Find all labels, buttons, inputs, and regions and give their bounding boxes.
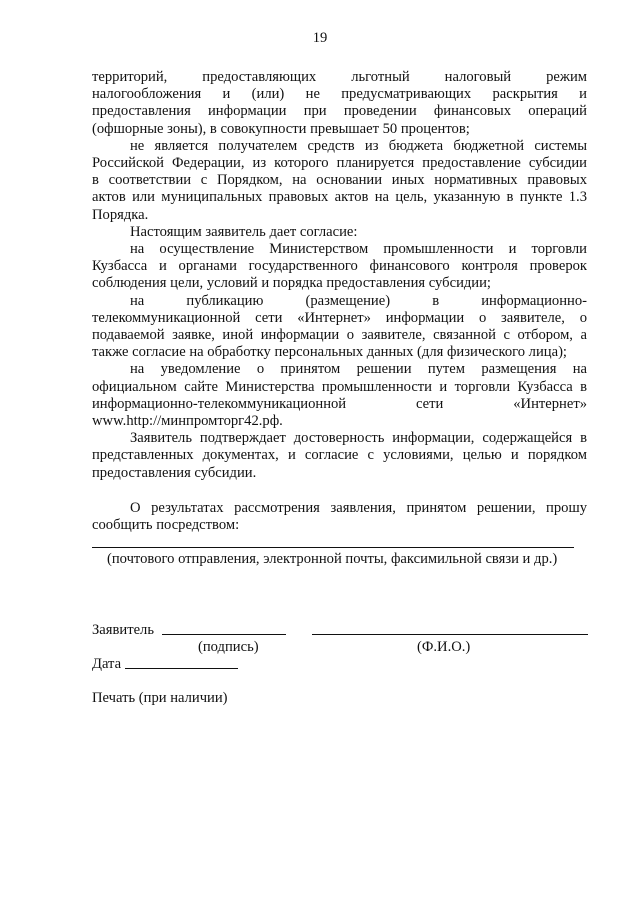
text-line: на осуществление Министерством промышленности и торговли [130, 241, 587, 258]
text-line: также согласие на обработку персональных данных (для физического лица); [92, 344, 567, 361]
contact-method-caption: (почтового отправления, электронной почты, факсимильной связи и др.) [107, 551, 558, 567]
text-line: актов или муниципальных правовых актов на цель, указанную в пункте 1.3 [92, 189, 587, 206]
text-line: в соответствии с Порядком, на основании иных нормативных правовых [92, 172, 587, 189]
text-line: Настоящим заявитель дает согласие: [130, 223, 358, 240]
page-number: 19 [312, 30, 328, 46]
text-line: не является получателем средств из бюджета бюджетной системы [130, 137, 587, 154]
text-line: подаваемой заявке, иной информации о заявителе, связанной с отбором, а [92, 327, 587, 344]
text-line: О результатах рассмотрения заявления, принятом решении, прошу [130, 499, 587, 516]
text-line: на публикацию (размещение) в информационно- [130, 292, 587, 309]
text-line: соблюдения цели, условий и порядка предоставления субсидии; [92, 275, 491, 292]
text-line: Кузбасса и органами государственного финансового контроля проверок [92, 258, 587, 275]
text-line: телекоммуникационной сети «Интернет» информации о заявителе, о [92, 309, 587, 326]
seal-label: Печать (при наличии) [92, 690, 228, 706]
text-line: предоставления информации при проведении финансовых операций [92, 103, 587, 120]
text-line: предоставления субсидии. [92, 464, 257, 481]
document-body [92, 69, 587, 534]
signature-line [162, 634, 286, 635]
text-line: налогообложения и (или) не предусматривающих раскрытия и [92, 86, 587, 103]
signature-caption: (подпись) [198, 639, 259, 655]
applicant-label: Заявитель [92, 622, 154, 638]
text-line: Порядка. [92, 206, 149, 223]
text-line: информационно-телекоммуникационной сети «Интернет» [92, 395, 587, 412]
text-line: официальном сайте Министерства промышленности и торговли Кузбасса в [92, 378, 587, 395]
text-line: представленных документах, и согласие с условиями, целью и порядком [92, 447, 587, 464]
text-line: сообщить посредством: [92, 517, 240, 534]
date-line [125, 668, 238, 669]
name-caption: (Ф.И.О.) [417, 639, 471, 655]
text-line: на уведомление о принятом решении путем размещения на [130, 361, 587, 378]
text-line: www.http://минпромторг42.рф. [92, 413, 283, 430]
text-line: (офшорные зоны), в совокупности превышает 50 процентов; [92, 120, 470, 137]
contact-method-line [92, 547, 574, 548]
name-line [312, 634, 588, 635]
text-line: Заявитель подтверждает достоверность информации, содержащейся в [130, 430, 587, 447]
text-line: территорий, предоставляющих льготный налоговый режим [92, 69, 587, 85]
text-line: Российской Федерации, из которого планируется предоставление субсидии [92, 155, 587, 172]
date-label: Дата [92, 656, 122, 672]
